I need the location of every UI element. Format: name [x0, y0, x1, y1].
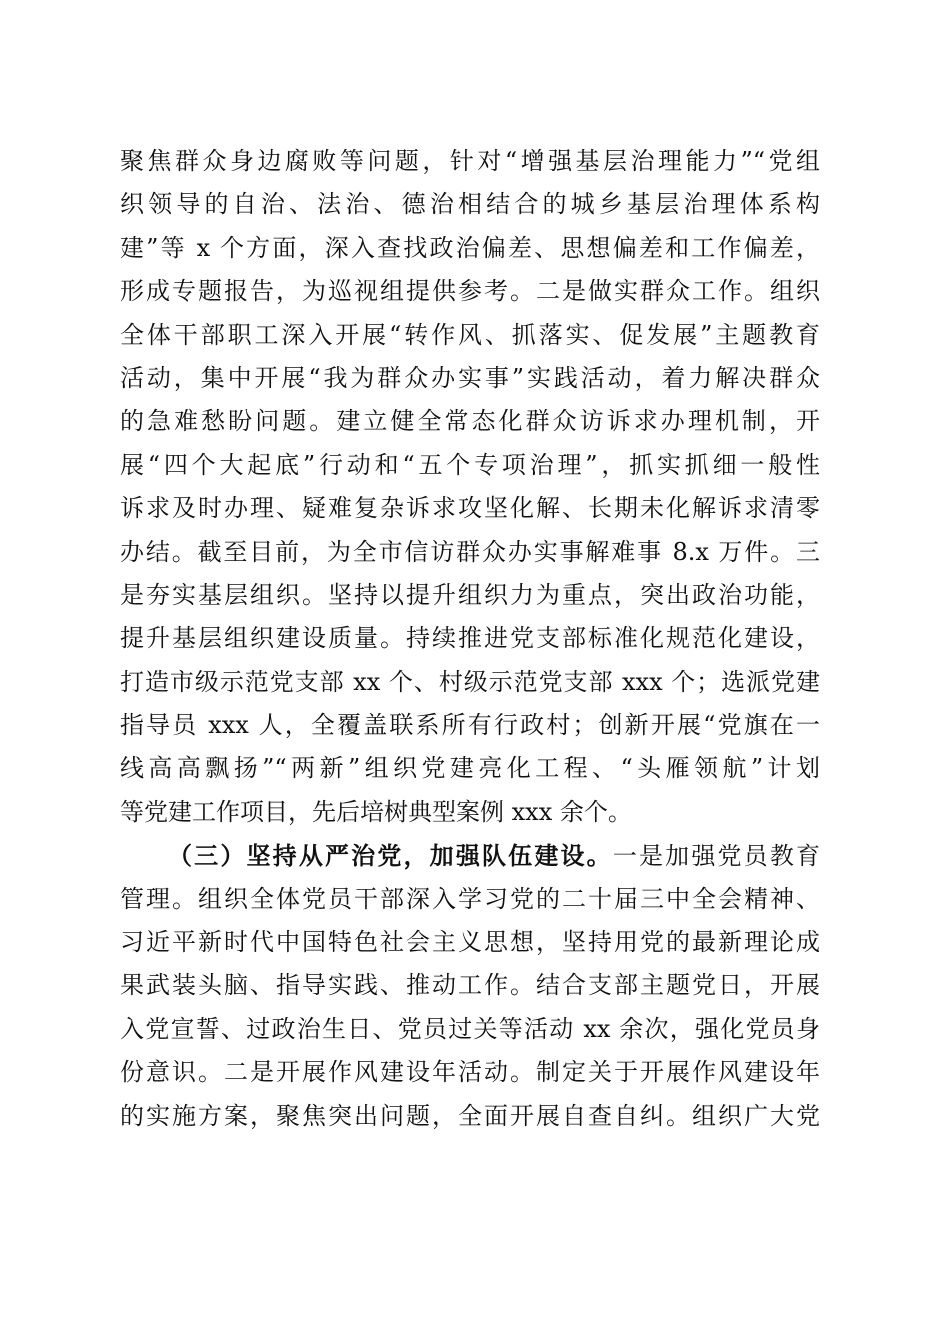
text-line: 诉求及时办理、疑难复杂诉求攻坚化解、长期未化解诉求清零 [120, 494, 820, 523]
section-heading: （三）坚持从严治党，加强队伍建设。 [168, 841, 613, 871]
text-line: 全体干部职工深入开展“转作风、抓落实、促发展”主题教育 [120, 320, 820, 349]
text-line: 打造市级示范党支部 xx 个、村级示范党支部 xxx 个；选派党建 [120, 667, 820, 696]
text-line: 线高高飘扬”“两新”组织党建亮化工程、“头雁领航”计划 [120, 754, 820, 783]
text-line: 聚焦群众身边腐败等问题，针对“增强基层治理能力”“党组 [120, 147, 820, 175]
text-line: 形成专题报告，为巡视组提供参考。二是做实群众工作。组织 [120, 277, 820, 306]
text-line: 提升基层组织建设质量。持续推进党支部标准化规范化建设， [120, 624, 820, 653]
text-line: 建”等 x 个方面，深入查找政治偏差、思想偏差和工作偏差， [120, 233, 820, 262]
heading-line-rest: 一是加强党员教育 [612, 842, 821, 871]
text-line-heading [120, 834, 820, 877]
text-line: 办结。截至目前，为全市信访群众办实事解难事 8.x 万件。三 [120, 537, 820, 566]
text-line: 的急难愁盼问题。建立健全常态化群众访诉求办理机制，开 [120, 407, 820, 436]
text-line: 份意识。二是开展作风建设年活动。制定关于开展作风建设年 [120, 1058, 820, 1087]
text-line: 入党宣誓、过政治生日、党员过关等活动 xx 余次，强化党员身 [120, 1014, 820, 1043]
text-line: 展“四个大起底”行动和“五个专项治理”，抓实抓细一般性 [120, 450, 820, 479]
text-line: 果武装头脑、指导实践、推动工作。结合支部主题党日，开展 [120, 971, 820, 1000]
text-line: 是夯实基层组织。坚持以提升组织力为重点，突出政治功能， [120, 580, 820, 609]
paragraph-2 [120, 834, 820, 1138]
text-line-last: 等党建工作项目，先后培树典型案例 xxx 余个。 [120, 797, 632, 826]
text-line: 的实施方案，聚焦突出问题，全面开展自查自纠。组织广大党 [120, 1101, 820, 1130]
text-line: 织领导的自治、法治、德治相结合的城乡基层治理体系构 [120, 190, 820, 219]
text-line: 管理。组织全体党员干部深入学习党的二十届三中全会精神、 [120, 884, 820, 913]
text-line: 指导员 xxx 人，全覆盖联系所有行政村；创新开展“党旗在一 [120, 711, 820, 740]
document-body [120, 140, 820, 1138]
text-line: 活动，集中开展“我为群众办实事”实践活动，着力解决群众 [120, 363, 820, 392]
paragraph-1 [120, 140, 820, 834]
text-line: 习近平新时代中国特色社会主义思想，坚持用党的最新理论成 [120, 928, 820, 957]
